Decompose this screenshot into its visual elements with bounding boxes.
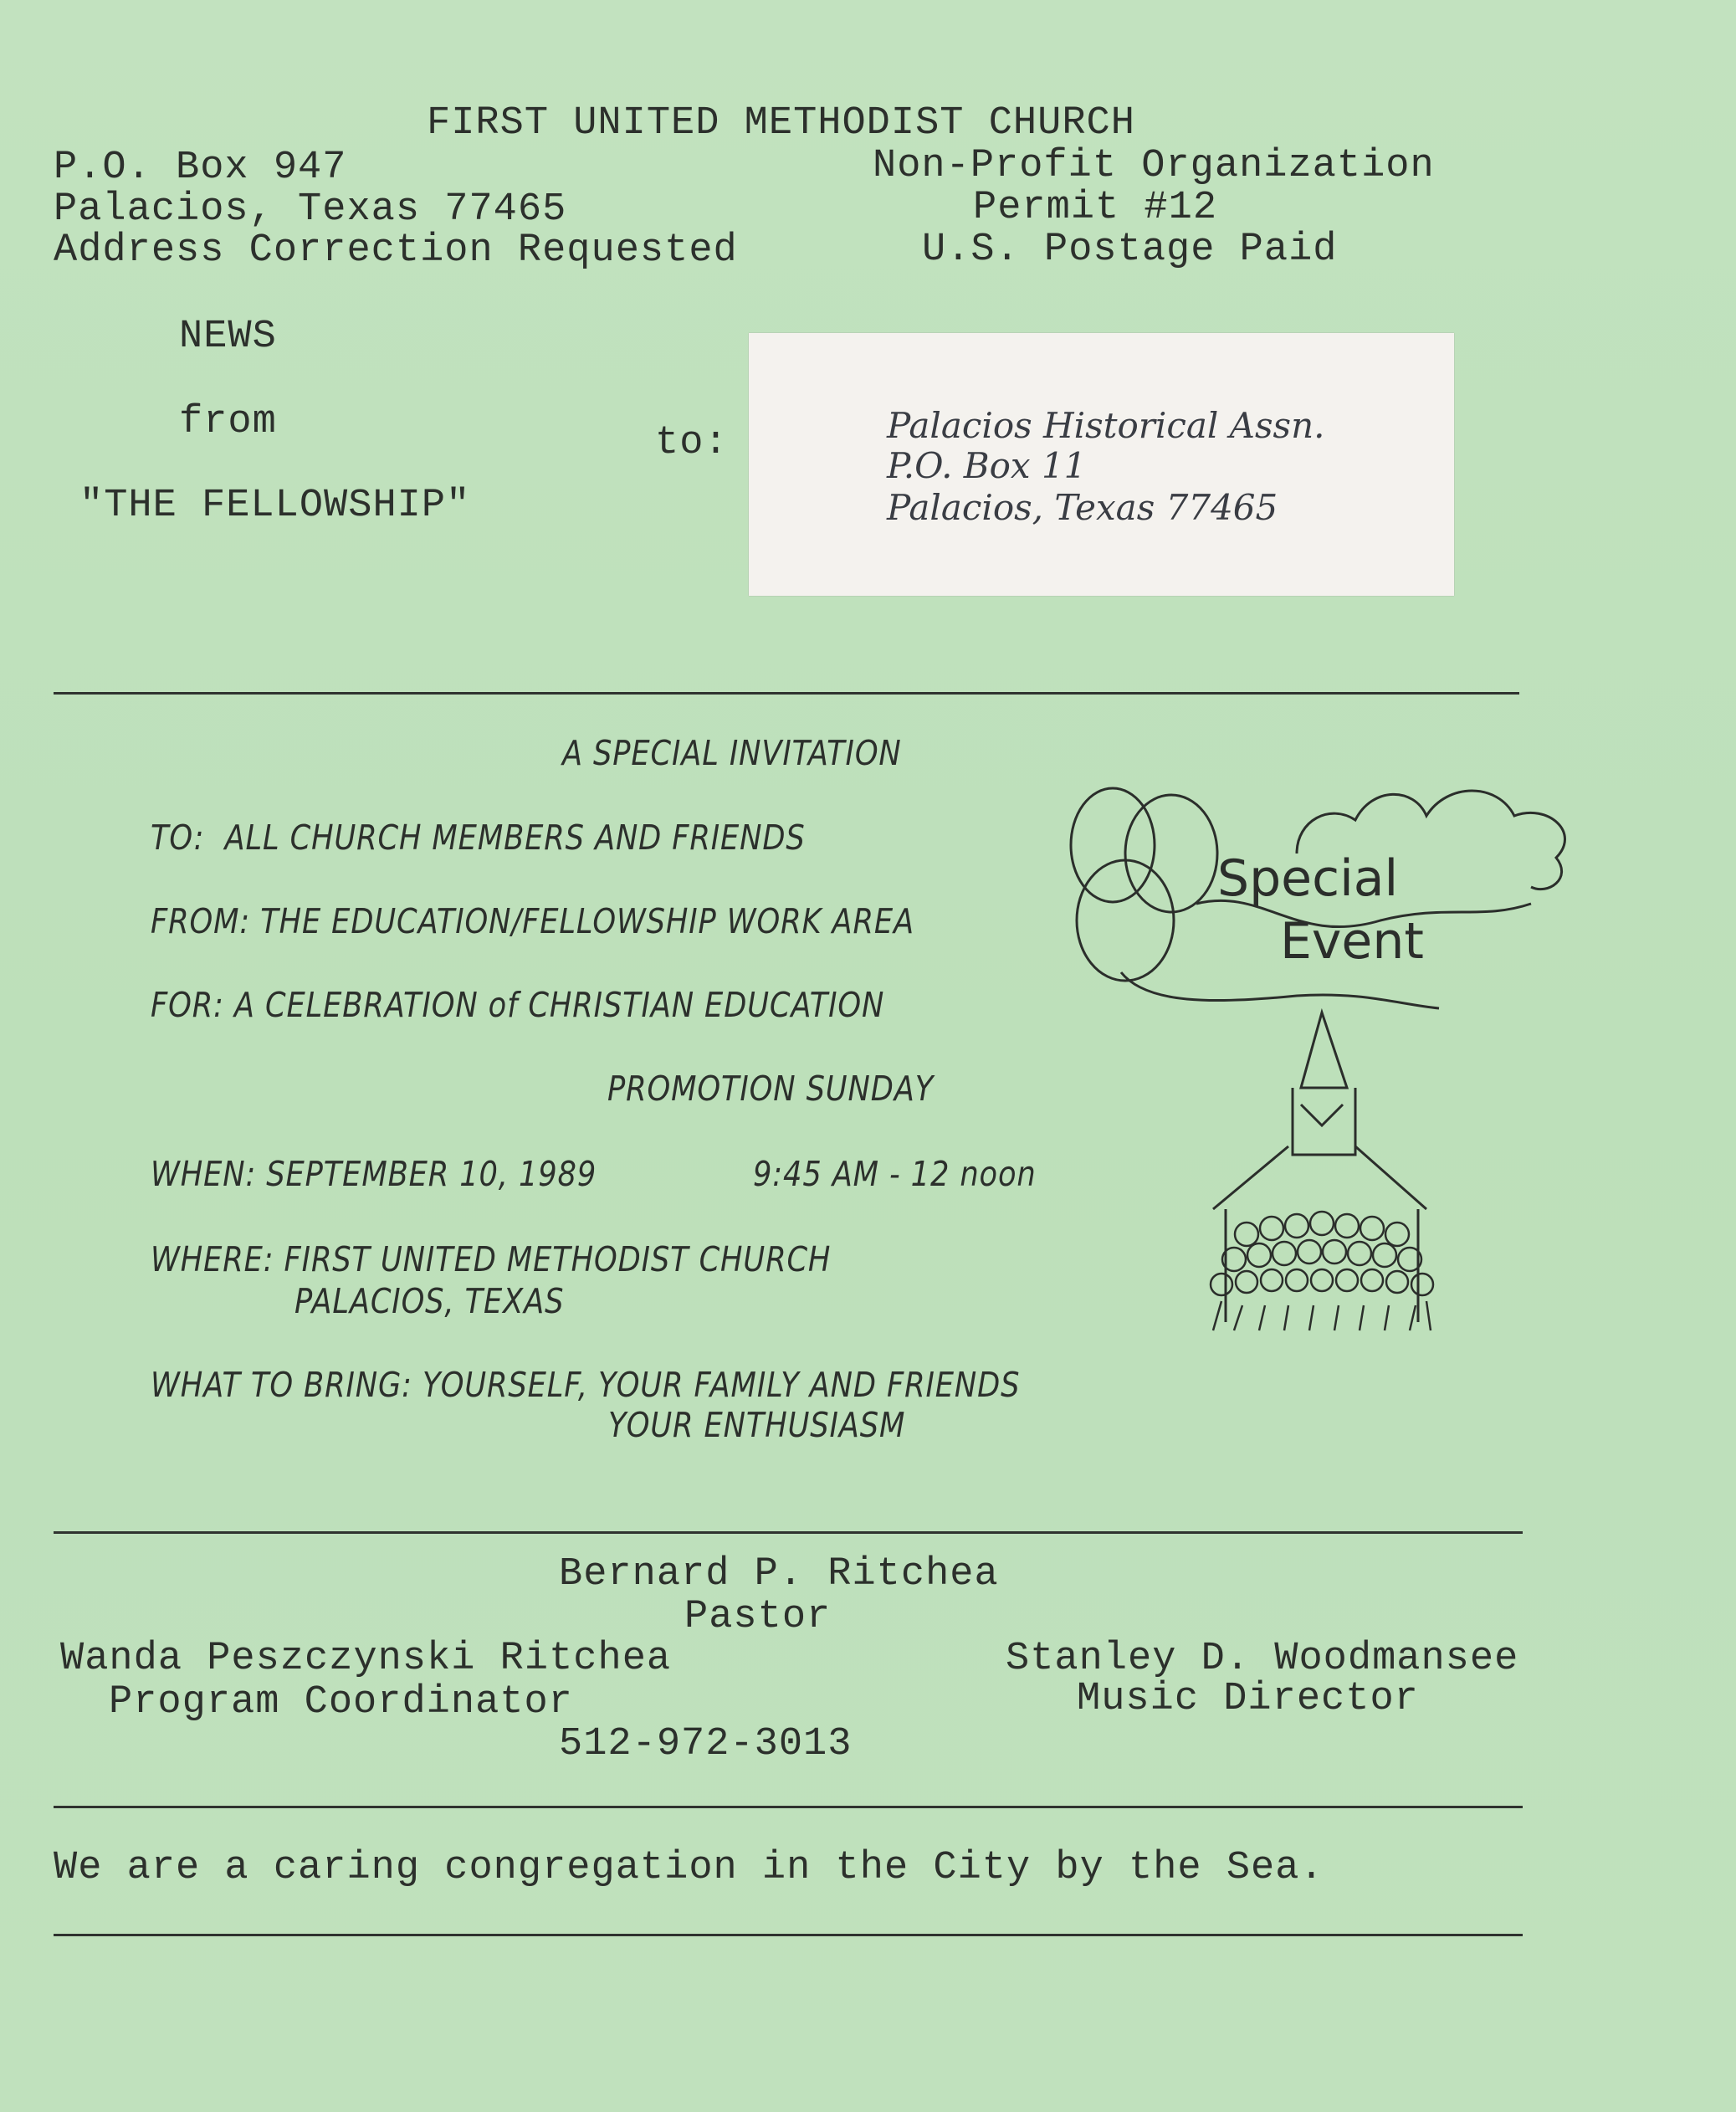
label-line-3: Palacios, Texas 77465 bbox=[887, 487, 1278, 528]
invitation-bring-1: WHAT TO BRING: YOURSELF, YOUR FAMILY AND FRIENDS bbox=[151, 1365, 1021, 1405]
balloon-string bbox=[1121, 972, 1439, 1008]
church-name: FIRST UNITED METHODIST CHURCH bbox=[427, 101, 1135, 146]
coordinator-name: Wanda Peszczynski Ritchea bbox=[60, 1637, 672, 1681]
music-director-title: Music Director bbox=[1077, 1677, 1419, 1721]
nonprofit-label: Non-Profit Organization bbox=[873, 144, 1435, 188]
city-address: Palacios, Texas 77465 bbox=[54, 187, 567, 232]
divider-1 bbox=[54, 692, 1519, 695]
invitation-when: WHEN: SEPTEMBER 10, 1989 bbox=[151, 1154, 597, 1194]
postage-paid: U.S. Postage Paid bbox=[922, 228, 1338, 272]
divider-3 bbox=[54, 1806, 1523, 1808]
music-director-name: Stanley D. Woodmansee bbox=[1006, 1637, 1519, 1681]
tower-detail bbox=[1301, 1105, 1343, 1125]
invitation-where-2: PALACIOS, TEXAS bbox=[294, 1281, 565, 1321]
label-line-2: P.O. Box 11 bbox=[887, 445, 1087, 486]
publication-title: "THE FELLOWSHIP" bbox=[79, 484, 471, 528]
mailing-label bbox=[749, 333, 1454, 596]
invitation-bring-2: YOUR ENTHUSIASM bbox=[608, 1405, 906, 1445]
from-label: from bbox=[179, 400, 277, 444]
balloon-2 bbox=[1125, 795, 1217, 912]
balloon-3 bbox=[1077, 860, 1174, 981]
invitation-time: 9:45 AM - 12 noon bbox=[753, 1154, 1037, 1194]
tower bbox=[1293, 1088, 1355, 1155]
divider-4 bbox=[54, 1934, 1523, 1936]
invitation-where-1: WHERE: FIRST UNITED METHODIST CHURCH bbox=[151, 1239, 832, 1279]
divider-2 bbox=[54, 1531, 1523, 1534]
address-correction-note: Address Correction Requested bbox=[54, 228, 738, 273]
invitation-for: FOR: A CELEBRATION of CHRISTIAN EDUCATION bbox=[151, 985, 885, 1025]
invitation-title: A SPECIAL INVITATION bbox=[562, 733, 902, 773]
event-word: Event bbox=[1280, 912, 1424, 971]
coordinator-title: Program Coordinator bbox=[109, 1680, 573, 1725]
label-line-1: Palacios Historical Assn. bbox=[887, 405, 1325, 446]
permit-number: Permit #12 bbox=[973, 186, 1218, 230]
to-label: to: bbox=[655, 421, 729, 465]
special-event-clipart bbox=[1046, 753, 1581, 1372]
promotion-sunday: PROMOTION SUNDAY bbox=[607, 1069, 935, 1109]
balloon-1 bbox=[1071, 788, 1155, 902]
pastor-title: Pastor bbox=[684, 1595, 832, 1639]
po-box: P.O. Box 947 bbox=[54, 146, 347, 190]
motto: We are a caring congregation in the City by the Sea. bbox=[54, 1846, 1324, 1890]
steeple bbox=[1301, 1012, 1347, 1088]
news-label: NEWS bbox=[179, 315, 277, 359]
pastor-name: Bernard P. Ritchea bbox=[559, 1552, 999, 1597]
invitation-to: TO: ALL CHURCH MEMBERS AND FRIENDS bbox=[151, 818, 806, 858]
special-word: Special bbox=[1217, 849, 1399, 908]
phone-number: 512-972-3013 bbox=[559, 1722, 853, 1766]
invitation-from: FROM: THE EDUCATION/FELLOWSHIP WORK AREA bbox=[151, 901, 914, 941]
congregation-crowd bbox=[1211, 1212, 1433, 1330]
